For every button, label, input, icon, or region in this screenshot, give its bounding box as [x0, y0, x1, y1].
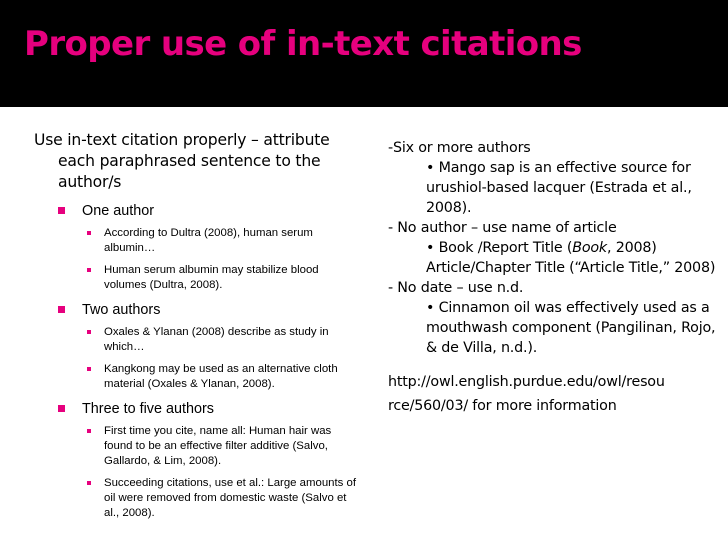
- no-author-example-book: [388, 238, 718, 258]
- left-column: [34, 130, 362, 528]
- no-date-example: • Cinnamon oil was effectively used as a mouthwash component (Pangilinan, Rojo, & de Villa, n.d.).: [426, 300, 716, 356]
- no-author-heading: - No author – use name of article: [388, 220, 617, 236]
- group-one-author: One author: [34, 201, 362, 221]
- book-example-prefix: • Book /Report Title (: [426, 240, 573, 256]
- one-author-example-1: According to Dultra (2008), human serum albumin…: [34, 226, 362, 256]
- owl-link[interactable]: http://owl.english.purdue.edu/owl/resou rce/560/03/ for more information: [388, 374, 665, 414]
- three-to-five-example-2: Succeeding citations, use et al.: Large amounts of oil were removed from domestic waste (Salvo et al., 2008).: [34, 476, 362, 521]
- spacer: [388, 358, 718, 370]
- book-example-suffix: , 2008): [607, 240, 657, 256]
- group-three-to-five-authors: Three to five authors: [34, 399, 362, 419]
- three-to-five-example-1: First time you cite, name all: Human hair was found to be an effective filter additive (Salvo, Gallardo, & Lim, 2008).: [34, 424, 362, 469]
- six-authors-heading: -Six or more authors: [388, 140, 531, 156]
- two-authors-example-1: Oxales & Ylanan (2008) describe as study in which…: [34, 325, 362, 355]
- title-bar: [0, 0, 728, 107]
- book-example-italic: Book: [572, 240, 608, 256]
- no-date-heading: - No date – use n.d.: [388, 280, 524, 296]
- intro-text: Use in-text citation properly – attribute each paraphrased sentence to the author/s: [34, 131, 330, 191]
- slide-title: Proper use of in-text citations: [24, 24, 582, 64]
- one-author-example-2: Human serum albumin may stabilize blood volumes (Dultra, 2008).: [34, 263, 362, 293]
- group-two-authors: Two authors: [34, 300, 362, 320]
- two-authors-example-2: Kangkong may be used as an alternative cloth material (Oxales & Ylanan, 2008).: [34, 362, 362, 392]
- six-authors-example: • Mango sap is an effective source for urushiol-based lacquer (Estrada et al., 2008).: [426, 160, 692, 216]
- right-column: [388, 138, 718, 418]
- no-author-example-article: Article/Chapter Title (“Article Title,” 2008): [426, 260, 716, 276]
